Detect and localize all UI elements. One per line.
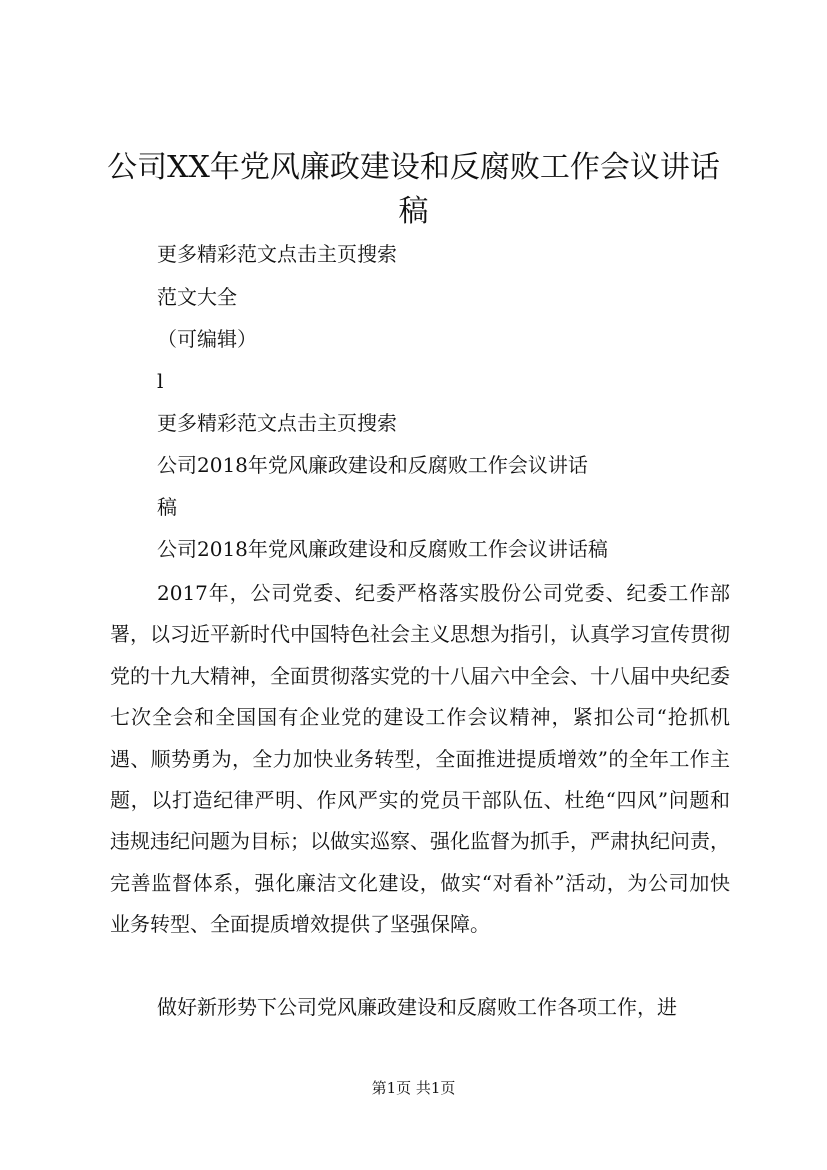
header-line-promo-repeat: 更多精彩范文点击主页搜索: [157, 411, 397, 435]
header-line-title-part2: 稿: [157, 495, 177, 519]
header-line-title-full: 公司2018年党风廉政建设和反腐败工作会议讲话稿: [157, 537, 608, 561]
body-paragraph: 2017年，公司党委、纪委严格落实股份公司党委、纪委工作部署，以习近平新时代中国特色社会主义思想为指引，认真学习宣传贯彻党的十九大精神，全面贯彻落实党的十八届六中全会、十八届中央纪委七次全会和全国国有企业党的建设工作会议精神，紧扣公司“抢抓机遇、顺势勇为，全力加快业务转型，全面推进提质增效”的全年工作主题，以打造纪律严明、作风严实的党员干部队伍、杜绝“四风”问题和违规违纪问题为目标；以做实巡察、强化监督为抓手，严肃执纪问责，完善监督体系，强化廉洁文化建设，做实“对看补”活动，为公司加快业务转型、全面提质增效提供了坚强保障。: [110, 581, 730, 937]
document-title: 公司XX年党风廉政建设和反腐败工作会议讲话稿: [107, 150, 720, 229]
header-line-marker: l: [157, 369, 164, 393]
header-line-editable: （可编辑）: [157, 327, 257, 351]
page-footer: 第1页 共1页: [371, 1079, 456, 1097]
header-line-promo: 更多精彩范文点击主页搜索: [157, 242, 397, 266]
body-paragraph: 做好新形势下公司党风廉政建设和反腐败工作各项工作，进: [157, 995, 677, 1019]
header-line-title-part1: 公司2018年党风廉政建设和反腐败工作会议讲话: [157, 453, 588, 477]
header-line-category: 范文大全: [157, 285, 237, 309]
